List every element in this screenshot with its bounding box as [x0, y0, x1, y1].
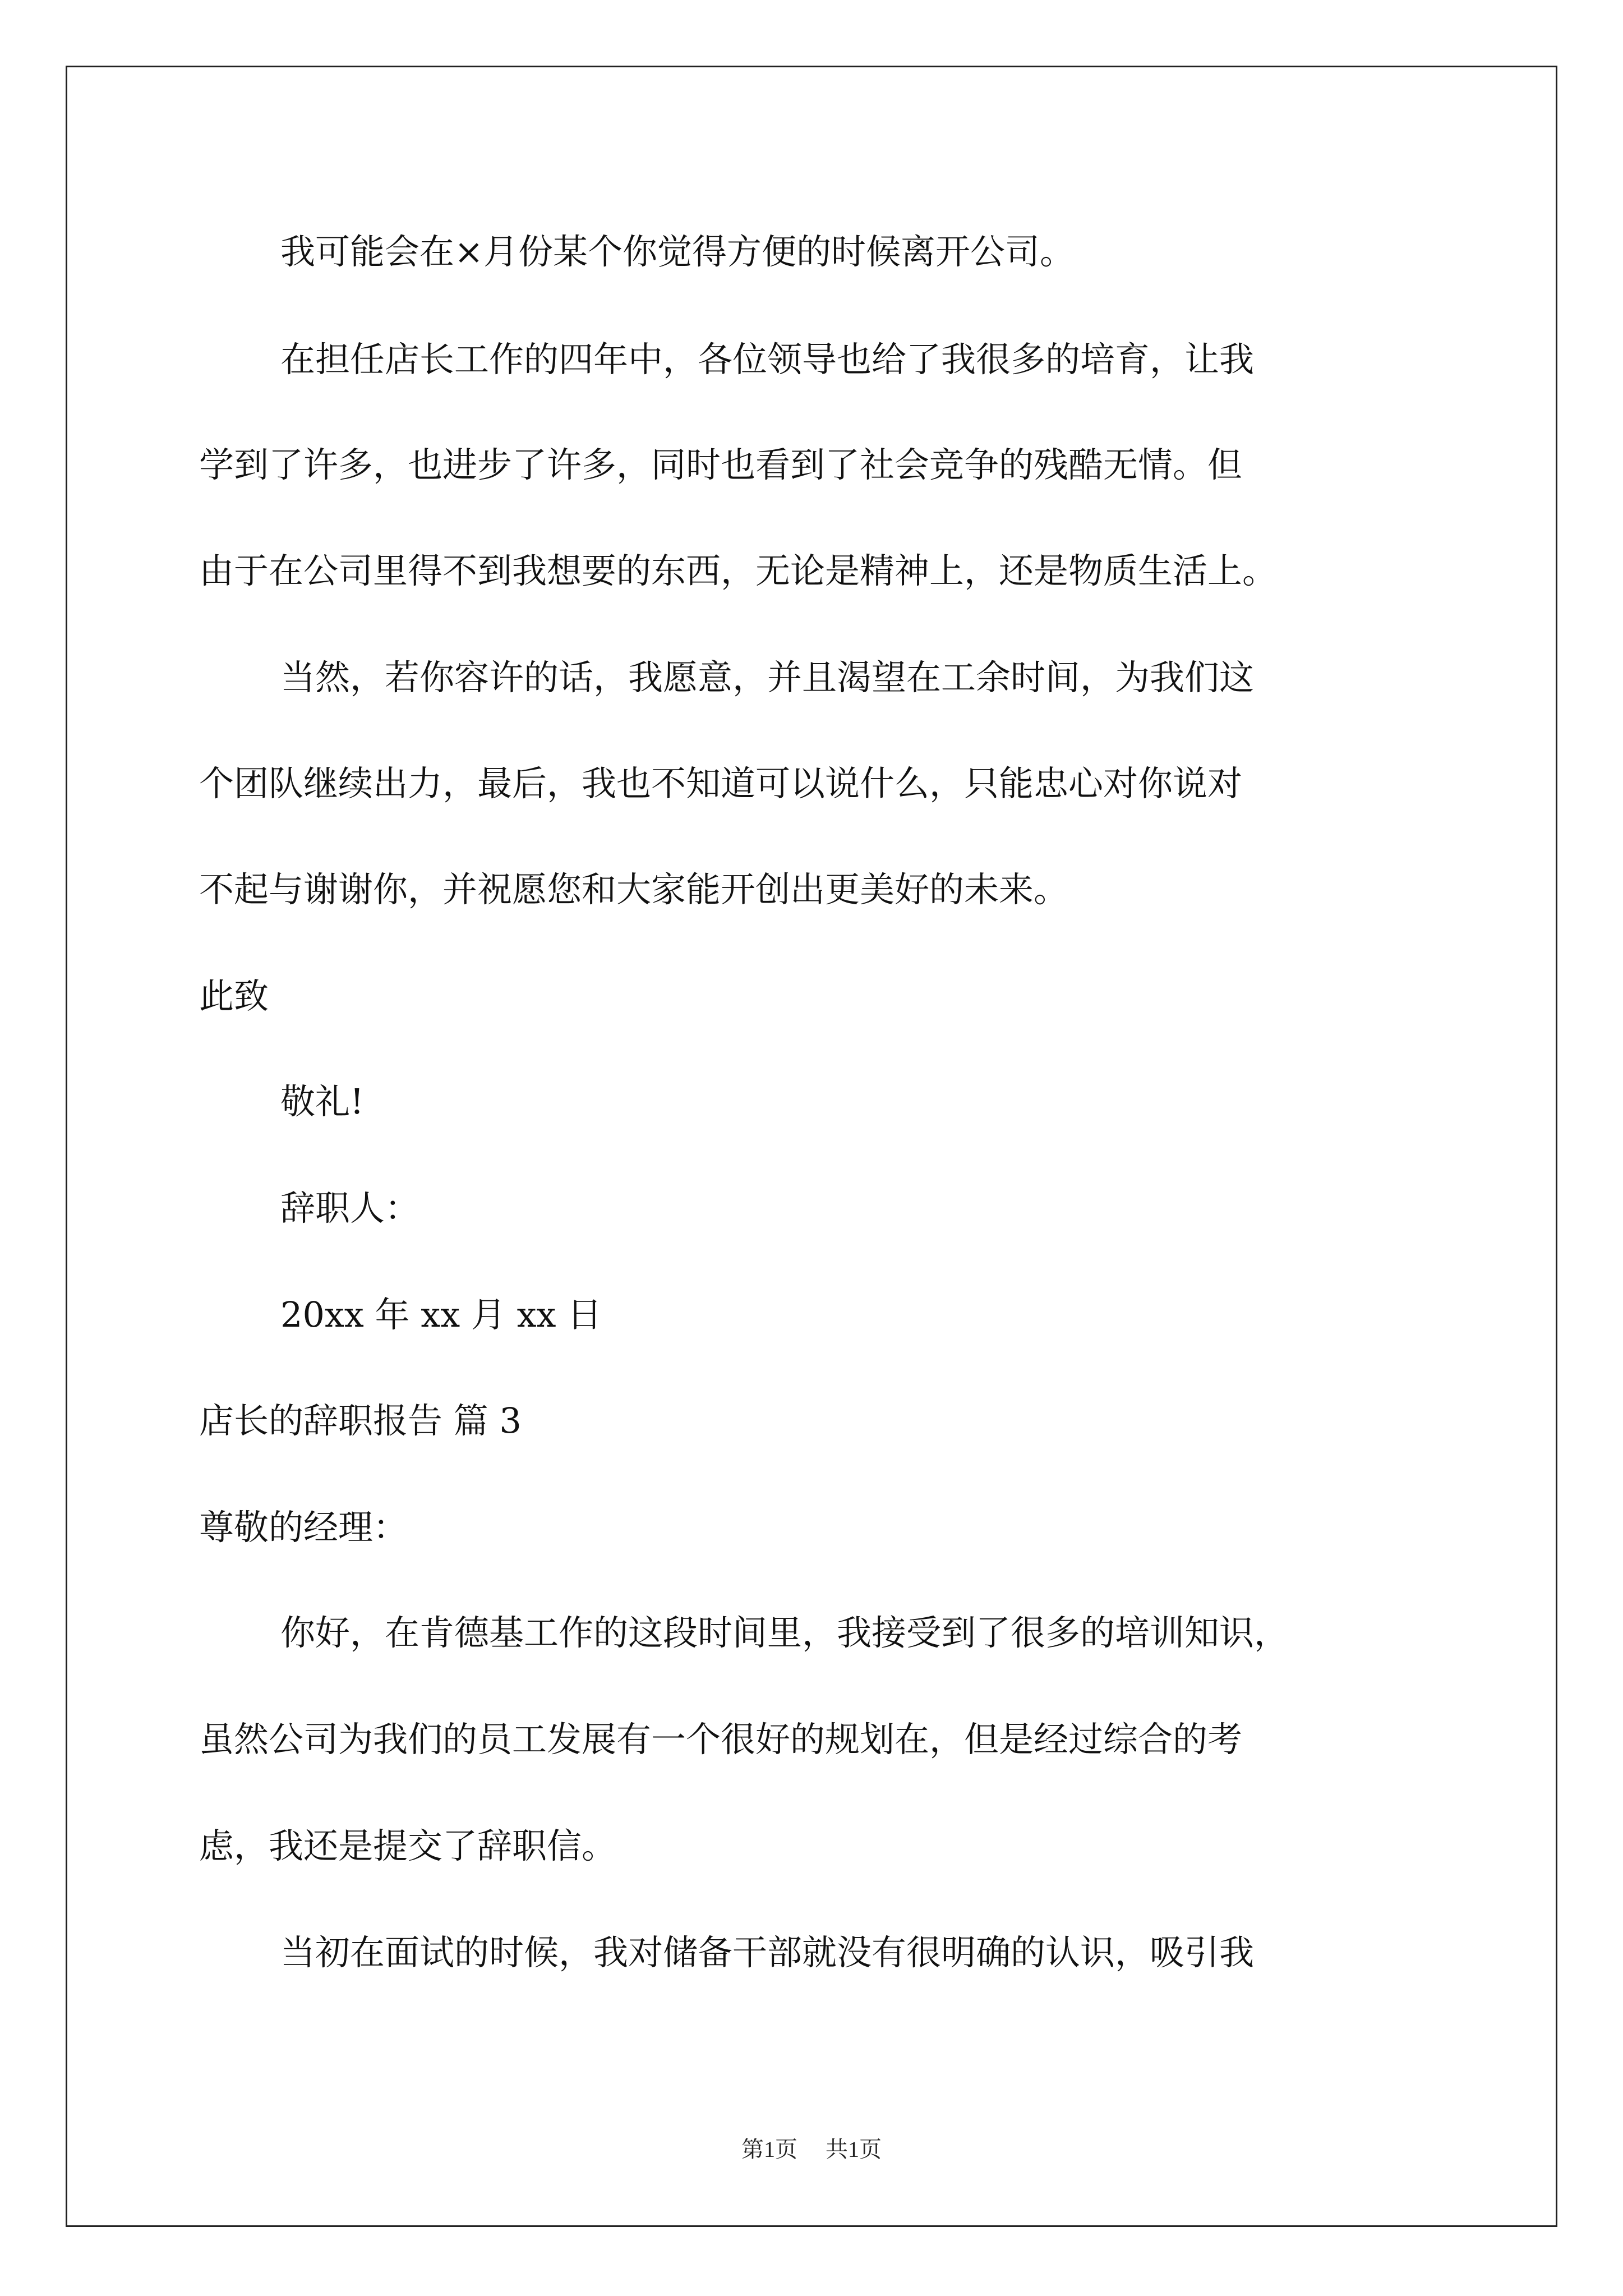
text-line: 你好，在肯德基工作的这段时间里，我接受到了很多的培训知识，: [280, 1612, 1289, 1653]
text-line: 个团队继续出力，最后，我也不知道可以说什么，只能忠心对你说对: [199, 763, 1243, 804]
closing-salutation: 此致: [199, 976, 269, 1016]
page-footer: [0, 2132, 1623, 2164]
text-line: 在担任店长工作的四年中，各位领导也给了我很多的培育，让我: [280, 339, 1255, 380]
text-line: 当初在面试的时候，我对储备干部就没有很明确的认识，吸引我: [280, 1932, 1255, 1973]
page-border: [66, 66, 1557, 2227]
text-line: 不起与谢谢你，并祝愿您和大家能开创出更美好的未来。: [199, 869, 1069, 910]
text-line: 学到了许多，也进步了许多，同时也看到了社会竞争的残酷无情。但: [199, 444, 1243, 485]
text-line: 我可能会在×月份某个你觉得方便的时候离开公司。: [280, 231, 1075, 272]
text-line: 当然，若你容许的话，我愿意，并且渴望在工余时间，为我们这: [280, 657, 1255, 698]
signature-label: 辞职人：: [280, 1188, 420, 1228]
page-total: 共1页: [826, 2137, 882, 2162]
text-line: 虽然公司为我们的员工发展有一个很好的规划在，但是经过综合的考: [199, 1719, 1243, 1760]
text-line: 由于在公司里得不到我想要的东西，无论是精神上，还是物质生活上。: [199, 550, 1278, 591]
date-line: 20xx 年 xx 月 xx 日: [280, 1294, 602, 1335]
section-heading: 店长的辞职报告 篇 3: [199, 1400, 522, 1441]
greeting: 尊敬的经理：: [199, 1507, 408, 1548]
text-line: 虑，我还是提交了辞职信。: [199, 1825, 617, 1866]
page-number: 第1页: [741, 2137, 797, 2162]
closing-regards: 敬礼!: [280, 1081, 364, 1122]
